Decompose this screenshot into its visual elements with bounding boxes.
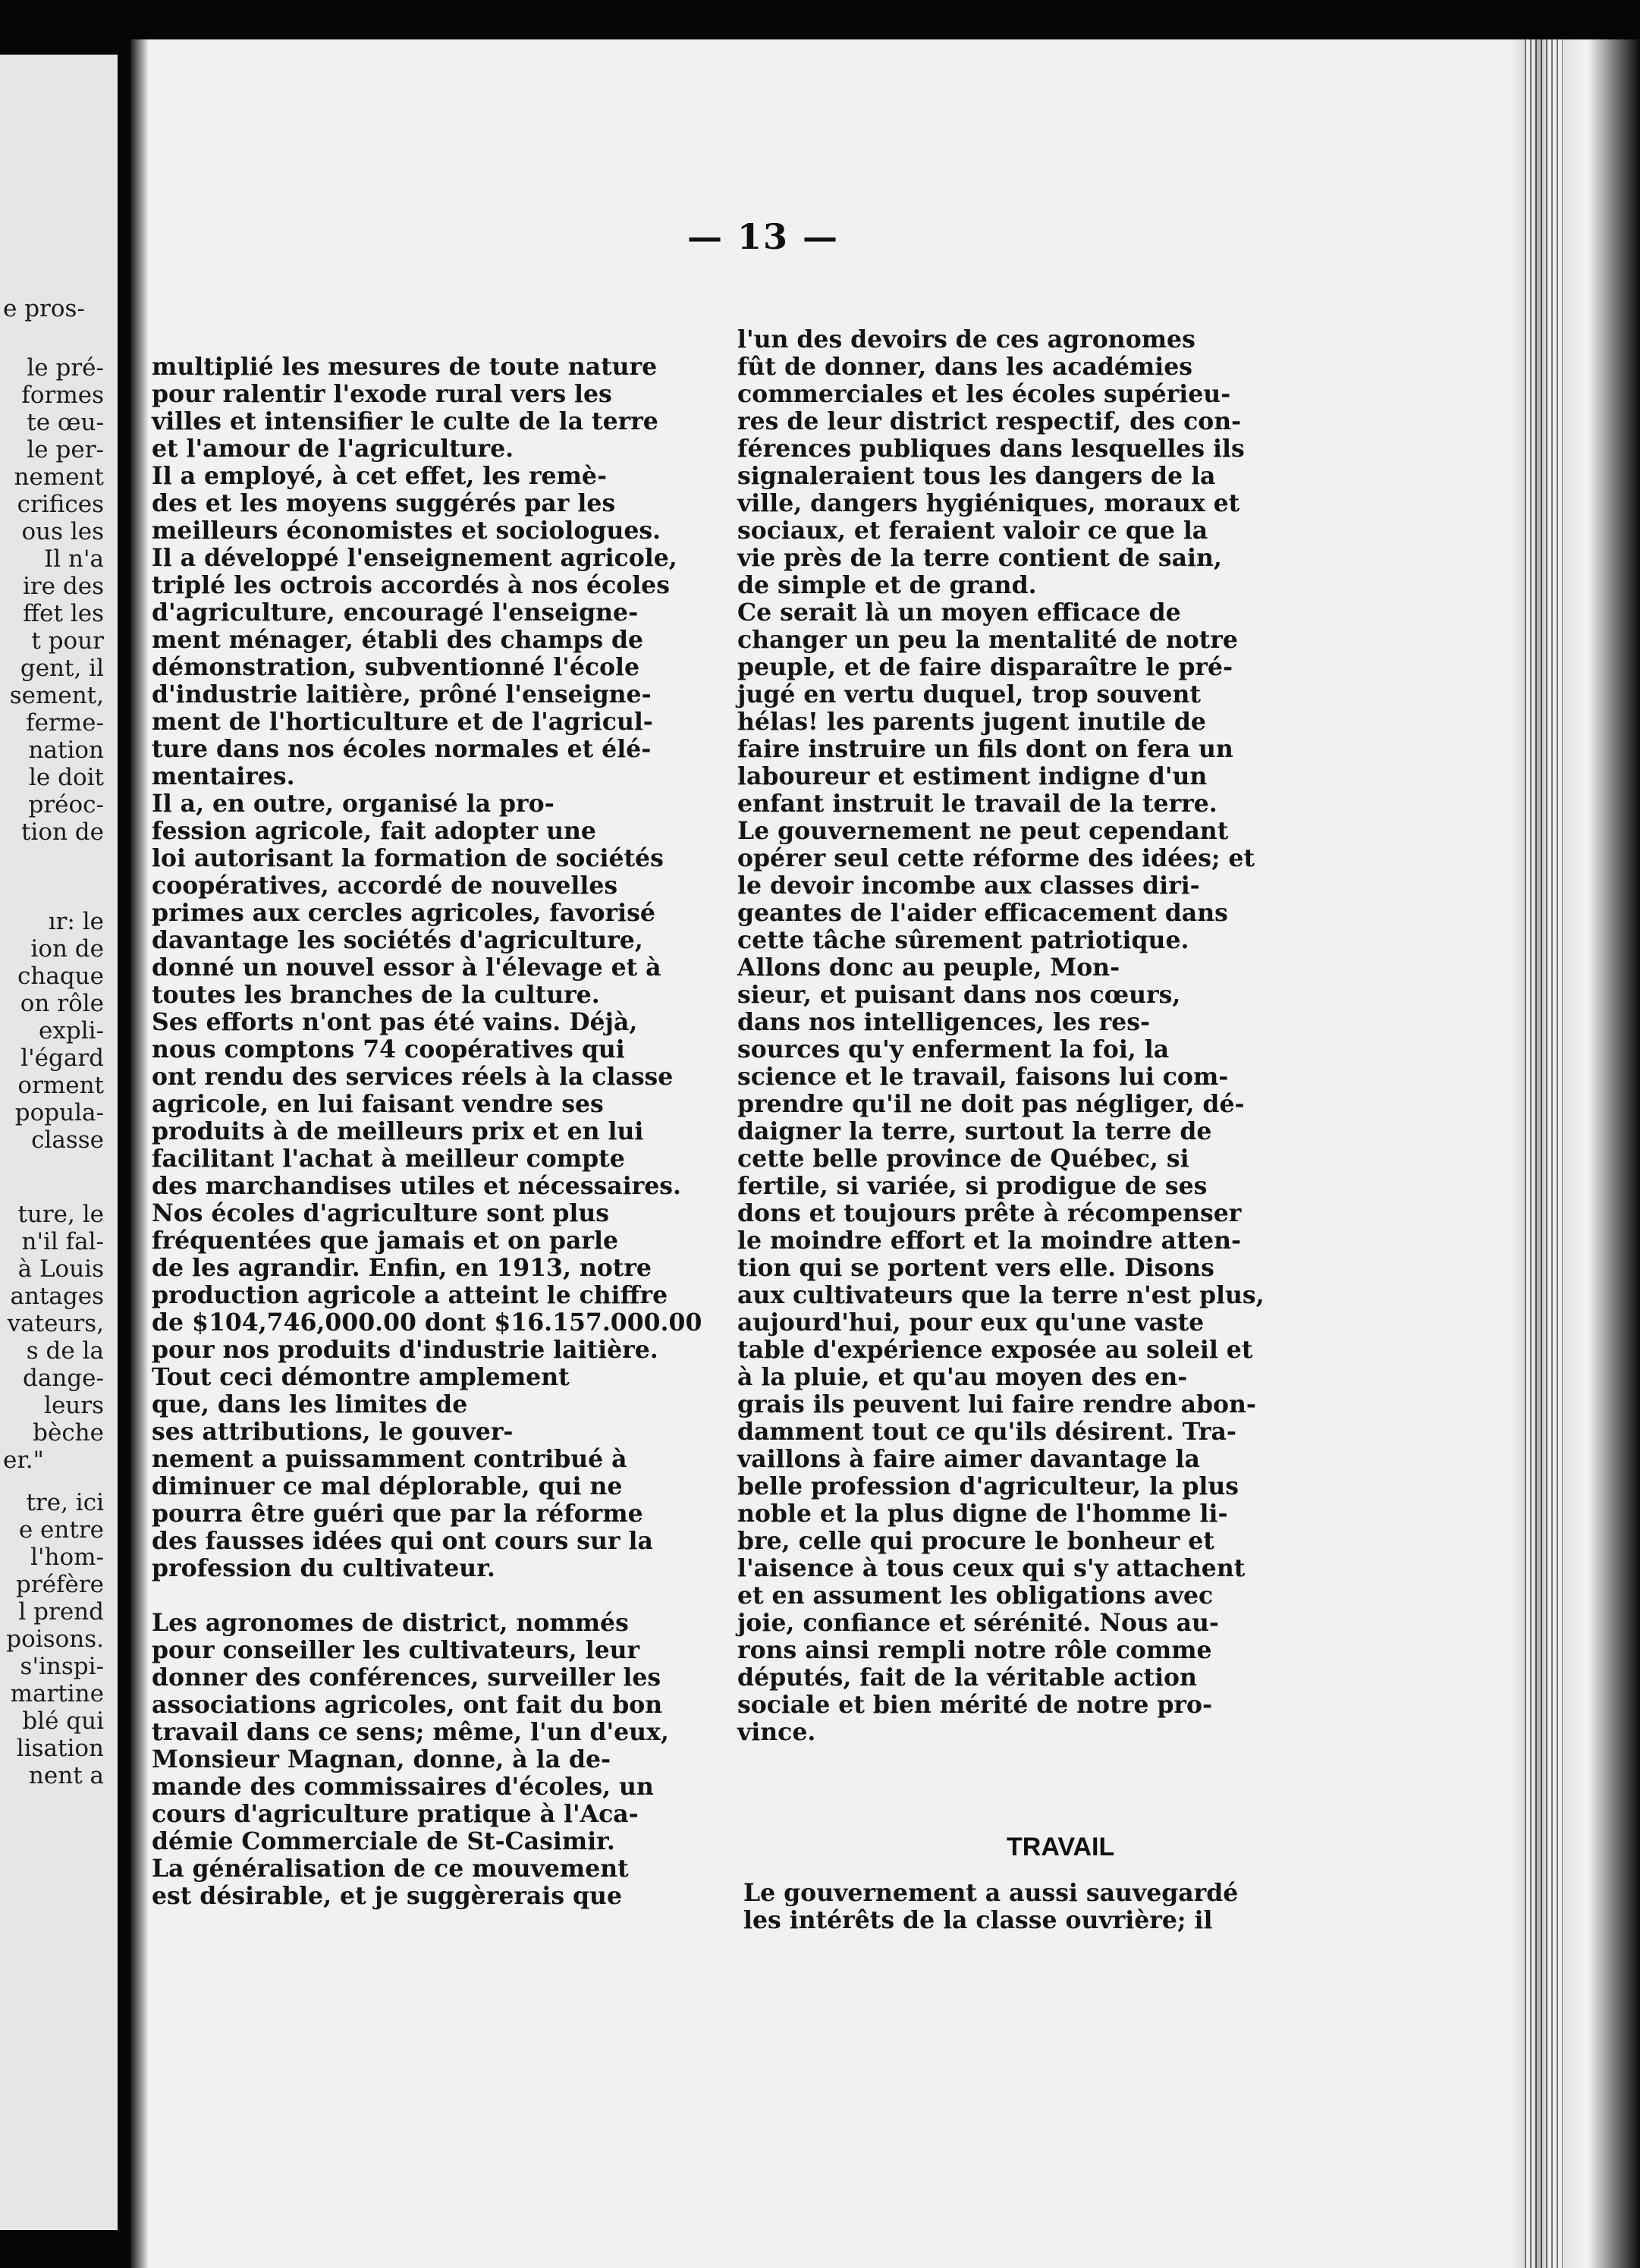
facing-page-text: chaque: [17, 963, 104, 990]
text-line: fréquentées que jamais et on parle: [152, 1227, 619, 1255]
facing-page-text: l'hom-: [30, 1544, 104, 1571]
facing-page-text: e entre: [18, 1516, 104, 1544]
left-text-column: [152, 353, 759, 1910]
text-line: sociale et bien mérité de notre pro-: [737, 1691, 1213, 1719]
text-line: damment tout ce qu'ils désirent. Tra-: [737, 1418, 1236, 1446]
text-line: [152, 1582, 759, 1610]
facing-page-text: à Louis: [17, 1255, 104, 1283]
text-line: Il a développé l'enseignement agricole,: [152, 544, 677, 572]
facing-page-text: nent a: [28, 1762, 104, 1789]
facing-page-text: e pros-: [3, 295, 85, 322]
facing-page-text: crifices: [17, 491, 104, 518]
text-line: daigner la terre, surtout la terre de: [737, 1117, 1212, 1145]
text-line: cette tâche sûrement patriotique.: [737, 926, 1189, 954]
text-line: Allons donc au peuple, Mon-: [737, 953, 1120, 982]
facing-page-text: ffet les: [23, 600, 104, 627]
text-line: pour ralentir l'exode rural vers les: [152, 380, 612, 408]
text-line: Il a, en outre, organisé la pro-: [152, 790, 555, 818]
facing-page-text: t pour: [31, 627, 104, 655]
facing-page-text: préfère: [16, 1571, 104, 1598]
text-line: nement a puissamment contribué à: [152, 1445, 627, 1473]
text-line: Monsieur Magnan, donne, à la de-: [152, 1745, 611, 1773]
text-line: ont rendu des services réels à la classe: [152, 1063, 674, 1091]
facing-page-text: er.": [3, 1447, 44, 1474]
text-line: Les agronomes de district, nommés: [152, 1609, 629, 1637]
facing-page-text: te œu-: [27, 409, 104, 436]
text-line: ment de l'horticulture et de l'agricul-: [152, 708, 653, 736]
page-edges: [1525, 39, 1563, 2268]
text-line: Le gouvernement a aussi sauvegardé: [743, 1879, 1239, 1907]
text-line: à la pluie, et qu'au moyen des en-: [737, 1363, 1188, 1391]
facing-page-text: gent, il: [20, 655, 104, 682]
facing-page-text: s de la: [26, 1337, 104, 1365]
text-line: mande des commissaires d'écoles, un: [152, 1773, 654, 1801]
text-line: grais ils peuvent lui faire rendre abon-: [737, 1390, 1256, 1418]
text-line: production agricole a atteint le chiffre: [152, 1281, 668, 1309]
text-line: geantes de l'aider efficacement dans: [737, 899, 1228, 927]
text-line: pour conseiller les cultivateurs, leur: [152, 1636, 640, 1664]
text-line: multiplié les mesures de toute nature: [152, 353, 658, 381]
text-line: meilleurs économistes et sociologues.: [152, 517, 661, 545]
facing-page-text: l prend: [18, 1598, 104, 1626]
text-line: cours d'agriculture pratique à l'Aca-: [152, 1800, 639, 1828]
text-line: ses attributions, le gouver-: [152, 1418, 514, 1446]
text-line: pour nos produits d'industrie laitière.: [152, 1336, 658, 1364]
text-line: commerciales et les écoles supérieu-: [737, 380, 1231, 408]
text-line: que, dans les limites de: [152, 1390, 468, 1418]
text-line: mentaires.: [152, 762, 295, 790]
text-line: fession agricole, fait adopter une: [152, 817, 596, 845]
text-line: le devoir incombe aux classes diri-: [737, 872, 1200, 900]
text-line: démonstration, subventionné l'école: [152, 653, 640, 681]
facing-page-text: martine: [10, 1680, 104, 1707]
text-line: l'un des devoirs de ces agronomes: [737, 325, 1195, 353]
document-page: [130, 39, 1566, 2268]
section-heading: TRAVAIL: [1007, 1833, 1115, 1861]
facing-page-text: classe: [31, 1126, 104, 1154]
text-line: laboureur et estiment indigne d'un: [737, 762, 1208, 790]
text-line: fût de donner, dans les académies: [737, 353, 1193, 381]
text-line: produits à de meilleurs prix et en lui: [152, 1117, 644, 1145]
text-line: faire instruire un fils dont on fera un: [737, 735, 1233, 763]
facing-page-text: lisation: [16, 1735, 104, 1762]
text-line: opérer seul cette réforme des idées; et: [737, 844, 1255, 872]
text-line: des marchandises utiles et nécessaires.: [152, 1172, 681, 1200]
facing-page-text: l'égard: [20, 1044, 104, 1072]
text-line: profession du cultivateur.: [152, 1554, 495, 1582]
facing-page-text: bèche: [33, 1419, 104, 1447]
facing-page-text: dange-: [23, 1365, 104, 1392]
text-line: tion qui se portent vers elle. Disons: [737, 1254, 1214, 1282]
right-text-column: [737, 326, 1344, 1746]
text-line: loi autorisant la formation de sociétés: [152, 844, 664, 872]
text-line: res de leur district respectif, des con-: [737, 407, 1242, 435]
facing-page-text: n'il fal-: [21, 1228, 104, 1255]
facing-page-text: orment: [17, 1072, 104, 1099]
text-line: toutes les branches de la culture.: [152, 981, 600, 1009]
text-line: La généralisation de ce mouvement: [152, 1855, 629, 1883]
facing-page-text: ferme-: [26, 709, 104, 737]
page-number: — 13 —: [686, 216, 840, 257]
text-line: pourra être guéri que par la réforme: [152, 1500, 643, 1528]
text-line: belle profession d'agriculteur, la plus: [737, 1472, 1239, 1500]
text-line: l'aisence à tous ceux qui s'y attachent: [737, 1554, 1246, 1582]
text-line: hélas! les parents jugent inutile de: [737, 708, 1206, 736]
facing-page-text: leurs: [44, 1392, 104, 1419]
facing-page-text: ır: le: [48, 908, 104, 935]
text-line: davantage les sociétés d'agriculture,: [152, 926, 643, 954]
text-line: peuple, et de faire disparaître le pré-: [737, 653, 1233, 681]
text-line: sources qu'y enferment la foi, la: [737, 1035, 1170, 1063]
text-line: est désirable, et je suggèrerais que: [152, 1882, 623, 1910]
text-line: enfant instruit le travail de la terre.: [737, 790, 1217, 818]
facing-page-text: s'inspi-: [20, 1653, 104, 1680]
text-line: donné un nouvel essor à l'élevage et à: [152, 953, 661, 982]
text-line: et l'amour de l'agriculture.: [152, 435, 514, 463]
text-line: nous comptons 74 coopératives qui: [152, 1035, 625, 1063]
text-line: primes aux cercles agricoles, favorisé: [152, 899, 655, 927]
facing-page-text: ire des: [22, 573, 104, 600]
text-line: le moindre effort et la moindre atten-: [737, 1227, 1242, 1255]
text-line: rons ainsi rempli notre rôle comme: [737, 1636, 1212, 1664]
facing-page-text: Il n'a: [44, 545, 104, 573]
text-line: de les agrandir. Enfin, en 1913, notre: [152, 1254, 652, 1282]
text-line: agricole, en lui faisant vendre ses: [152, 1090, 604, 1118]
facing-page-text: ture, le: [17, 1201, 104, 1228]
facing-page-text: poisons.: [6, 1626, 104, 1653]
text-line: ment ménager, établi des champs de: [152, 626, 644, 654]
text-line: travail dans ce sens; même, l'un d'eux,: [152, 1718, 669, 1746]
text-line: sociaux, et feraient valoir ce que la: [737, 517, 1208, 545]
text-line: Ses efforts n'ont pas été vains. Déjà,: [152, 1008, 638, 1036]
facing-page-text: popula-: [14, 1099, 104, 1126]
facing-page-text: ion de: [30, 935, 104, 963]
text-line: jugé en vertu duquel, trop souvent: [737, 680, 1201, 708]
text-line: bre, celle qui procure le bonheur et: [737, 1527, 1214, 1555]
facing-page-text: expli-: [39, 1017, 104, 1044]
text-line: Le gouvernement ne peut cependant: [737, 817, 1229, 845]
text-line: vie près de la terre contient de sain,: [737, 544, 1222, 572]
text-line: de $104,746,000.00 dont $16.157.000.00: [152, 1308, 702, 1337]
facing-page-text: ous les: [21, 518, 104, 545]
text-line: férences publiques dans lesquelles ils: [737, 435, 1245, 463]
facing-page-text: préoc-: [28, 791, 104, 818]
gutter-shadow: [130, 39, 149, 2268]
text-line: dans nos intelligences, les res-: [737, 1008, 1151, 1036]
text-line: démie Commerciale de St-Casimir.: [152, 1827, 615, 1855]
text-line: changer un peu la mentalité de notre: [737, 626, 1238, 654]
text-line: villes et intensifier le culte de la terre: [152, 407, 658, 435]
text-line: Il a employé, à cet effet, les remè-: [152, 462, 608, 490]
text-line: sieur, et puisant dans nos cœurs,: [737, 981, 1181, 1009]
text-line: science et le travail, faisons lui com-: [737, 1063, 1229, 1091]
text-line: coopératives, accordé de nouvelles: [152, 872, 618, 900]
facing-page-text: antages: [10, 1283, 104, 1310]
facing-page-text: vateurs,: [7, 1310, 104, 1337]
text-line: facilitant l'achat à meilleur compte: [152, 1145, 625, 1173]
facing-page-text: le per-: [27, 436, 104, 463]
text-line: noble et la plus digne de l'homme li-: [737, 1500, 1228, 1528]
facing-page-text: blé qui: [22, 1707, 104, 1735]
text-line: et en assument les obligations avec: [737, 1582, 1214, 1610]
facing-page-text: formes: [21, 382, 104, 409]
facing-page-text: sement,: [9, 682, 104, 709]
facing-page-fragment: [0, 55, 118, 2230]
text-line: aujourd'hui, pour eux qu'une vaste: [737, 1308, 1205, 1337]
text-line: députés, fait de la véritable action: [737, 1663, 1197, 1692]
text-line: de simple et de grand.: [737, 571, 1037, 599]
text-line: d'industrie laitière, prôné l'enseigne-: [152, 680, 652, 708]
text-line: table d'expérience exposée au soleil et: [737, 1336, 1253, 1364]
text-line: des fausses idées qui ont cours sur la: [152, 1527, 653, 1555]
text-line: associations agricoles, ont fait du bon: [152, 1691, 663, 1719]
text-line: ture dans nos écoles normales et élé-: [152, 735, 652, 763]
text-line: dons et toujours prête à récompenser: [737, 1199, 1242, 1227]
text-line: donner des conférences, surveiller les: [152, 1663, 661, 1692]
text-line: joie, confiance et sérénité. Nous au-: [737, 1609, 1219, 1637]
text-line: cette belle province de Québec, si: [737, 1145, 1189, 1173]
facing-page-text: on rôle: [20, 990, 104, 1017]
right-text-column-continued: [743, 1880, 1350, 1934]
facing-page-text: nement: [14, 463, 104, 491]
text-line: Nos écoles d'agriculture sont plus: [152, 1199, 610, 1227]
text-line: diminuer ce mal déplorable, qui ne: [152, 1472, 623, 1500]
text-line: d'agriculture, encouragé l'enseigne-: [152, 598, 639, 627]
text-line: des et les moyens suggérés par les: [152, 489, 616, 517]
facing-page-text: le pré-: [27, 354, 104, 382]
facing-page-text: nation: [28, 737, 104, 764]
facing-page-text: tion de: [20, 818, 104, 846]
text-line: signaleraient tous les dangers de la: [737, 462, 1216, 490]
text-line: vaillons à faire aimer davantage la: [737, 1445, 1200, 1473]
text-line: les intérêts de la classe ouvrière; il: [743, 1906, 1213, 1934]
text-line: Ce serait là un moyen efficace de: [737, 598, 1181, 627]
text-line: prendre qu'il ne doit pas négliger, dé-: [737, 1090, 1245, 1118]
facing-page-text: le doit: [29, 764, 104, 791]
text-line: Tout ceci démontre amplement: [152, 1363, 570, 1391]
text-line: vince.: [737, 1718, 816, 1746]
text-line: ville, dangers hygiéniques, moraux et: [737, 489, 1240, 517]
book-binding-edge: [1510, 39, 1640, 2268]
text-line: triplé les octrois accordés à nos écoles: [152, 571, 670, 599]
facing-page-text: tre, ici: [26, 1489, 104, 1516]
text-line: fertile, si variée, si prodigue de ses: [737, 1172, 1208, 1200]
text-line: aux cultivateurs que la terre n'est plus,: [737, 1281, 1265, 1309]
